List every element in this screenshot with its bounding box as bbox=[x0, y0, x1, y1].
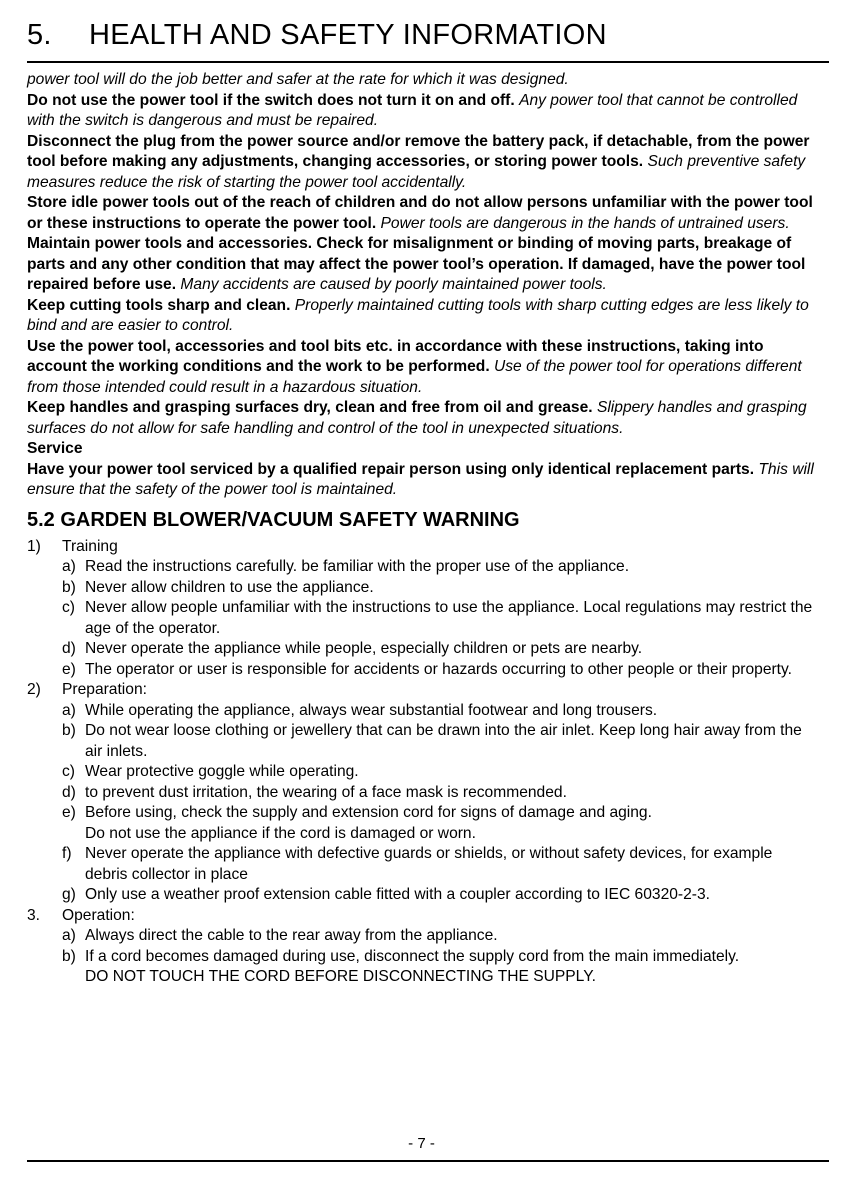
list-item-text: Never allow children to use the appliance. bbox=[85, 578, 374, 596]
safety-paragraph bbox=[27, 70, 817, 91]
list-item-text: If a cord becomes damaged during use, disconnect the supply cord from the main immediately. bbox=[85, 947, 740, 965]
paragraph-bold-text: Maintain power tools and accessories. Check for misalignment or binding of moving parts, breakage of parts and any other condition that may affect the power tool’s operation. If damaged, have the power tool repaired before use. bbox=[27, 235, 806, 293]
list-item-text: to prevent dust irritation, the wearing of a face mask is recommended. bbox=[85, 783, 567, 801]
list-item-marker: b) bbox=[62, 578, 76, 596]
list-item-marker: d) bbox=[62, 640, 76, 657]
list-group-label: Training bbox=[62, 537, 118, 555]
list-item-text: Never operate the appliance with defective guards or shields, or without safety devices, for example debris collector in place bbox=[85, 845, 773, 883]
list-item-marker: f) bbox=[62, 845, 72, 862]
service-paragraph bbox=[27, 460, 817, 501]
list-item-continuation: DO NOT TOUCH THE CORD BEFORE DISCONNECTING THE SUPPLY. bbox=[85, 968, 596, 985]
list-item-marker: a) bbox=[62, 558, 76, 575]
list-item-text: Before using, check the supply and extension cord for signs of damage and aging. bbox=[85, 804, 652, 821]
list-item-text: Never operate the appliance while people, especially children or pets are nearby. bbox=[85, 640, 643, 657]
page-number: - 7 - bbox=[408, 1135, 435, 1152]
list-item-continuation: Do not use the appliance if the cord is damaged or worn. bbox=[85, 824, 476, 842]
list-item-text: Never allow people unfamiliar with the instructions to use the appliance. Local regulations may restrict the age of the operator. bbox=[85, 599, 813, 637]
document-body bbox=[27, 70, 817, 988]
list-item bbox=[27, 762, 817, 783]
safety-paragraph bbox=[27, 398, 817, 439]
paragraph-italic-text: Power tools are dangerous in the hands of untrained users. bbox=[380, 214, 790, 232]
list-item bbox=[27, 803, 817, 824]
list-item-text: Read the instructions carefully. be familiar with the proper use of the appliance. bbox=[85, 558, 630, 575]
list-item-text: While operating the appliance, always wear substantial footwear and long trousers. bbox=[85, 701, 658, 719]
list-item bbox=[27, 885, 817, 906]
list-item bbox=[27, 783, 817, 804]
paragraph-bold-text: Store idle power tools out of the reach of children and do not allow persons unfamiliar with the power tool or these instructions to operate the power tool. bbox=[27, 194, 813, 232]
list-group-heading bbox=[27, 906, 817, 927]
list-item-marker: d) bbox=[62, 783, 76, 801]
list-marker: 1) bbox=[27, 537, 41, 555]
list-item bbox=[27, 639, 817, 660]
paragraph-italic-text: power tool will do the job better and safer at the rate for which it was designed. bbox=[27, 71, 569, 88]
paragraph-italic-text: Use of the power tool for operations different from those intended could result in a hazardous situation. bbox=[27, 358, 802, 396]
list-item-marker: e) bbox=[62, 660, 76, 678]
list-group-label: Operation: bbox=[62, 906, 135, 924]
service-bold-text: Have your power tool serviced by a qualified repair person using only identical replacement parts. bbox=[27, 460, 755, 478]
safety-paragraph bbox=[27, 91, 817, 132]
paragraph-italic-text: Properly maintained cutting tools with sharp cutting edges are less likely to bind and are easier to control. bbox=[27, 296, 809, 334]
paragraph-bold-text: Keep cutting tools sharp and clean. bbox=[27, 296, 291, 314]
paragraph-italic-text: Any power tool that cannot be controlled with the switch is dangerous and must be repaired. bbox=[27, 91, 798, 129]
paragraph-italic-text: Such preventive safety measures reduce the risk of starting the power tool accidentally. bbox=[27, 153, 806, 191]
paragraph-bold-text: Use the power tool, accessories and tool bits etc. in accordance with these instructions, taking into account the working conditions and the work to be performed. bbox=[27, 337, 764, 375]
service-italic-text: This will ensure that the safety of the power tool is maintained. bbox=[27, 460, 814, 498]
list-item-marker: c) bbox=[62, 599, 75, 616]
list-group-label: Preparation: bbox=[62, 681, 147, 698]
safety-paragraph bbox=[27, 132, 817, 194]
list-item bbox=[27, 844, 817, 885]
section-title: HEALTH AND SAFETY INFORMATION bbox=[89, 19, 607, 51]
list-item bbox=[27, 578, 817, 599]
list-group-heading bbox=[27, 680, 817, 701]
safety-paragraph bbox=[27, 296, 817, 337]
list-item-marker: c) bbox=[62, 763, 75, 780]
list-marker: 3. bbox=[27, 906, 41, 924]
list-item-text: Always direct the cable to the rear away from the appliance. bbox=[85, 927, 498, 944]
list-item-marker: b) bbox=[62, 722, 76, 739]
list-item-text: Do not wear loose clothing or jewellery that can be drawn into the air inlet. Keep long hair away from the air inlets. bbox=[85, 722, 802, 760]
safety-paragraph bbox=[27, 337, 817, 399]
list-item bbox=[27, 557, 817, 578]
safety-paragraph bbox=[27, 234, 817, 296]
list-item bbox=[27, 598, 817, 639]
list-item-marker: e) bbox=[62, 804, 76, 821]
list-group-heading bbox=[27, 537, 817, 558]
service-heading: Service bbox=[27, 440, 83, 457]
paragraph-bold-text: Disconnect the plug from the power source and/or remove the battery pack, if detachable, from the power tool before making any adjustments, changing accessories, or storing power tools. bbox=[27, 132, 810, 170]
list-item-text: The operator or user is responsible for accidents or hazards occurring to other people or their property. bbox=[85, 660, 792, 678]
list-item-text: Only use a weather proof extension cable fitted with a coupler according to IEC 60320-2-3. bbox=[85, 886, 710, 903]
list-item-marker: a) bbox=[62, 927, 76, 944]
list-item bbox=[27, 701, 817, 722]
list-marker: 2) bbox=[27, 681, 41, 698]
safety-paragraph bbox=[27, 193, 817, 234]
header-divider bbox=[27, 61, 829, 63]
section-number: 5. bbox=[27, 19, 52, 51]
list-item-marker: b) bbox=[62, 947, 76, 965]
warning-list bbox=[27, 537, 817, 988]
list-item bbox=[27, 660, 817, 681]
safety-paragraphs bbox=[27, 70, 817, 439]
paragraph-bold-text: Keep handles and grasping surfaces dry, clean and free from oil and grease. bbox=[27, 399, 593, 416]
paragraph-italic-text: Slippery handles and grasping surfaces do not allow for safe handling and control of the tool in unexpected situations. bbox=[27, 399, 807, 437]
section-heading: 5.2 GARDEN BLOWER/VACUUM SAFETY WARNING bbox=[27, 508, 520, 531]
footer-divider bbox=[27, 1160, 829, 1162]
paragraph-bold-text: Do not use the power tool if the switch does not turn it on and off. bbox=[27, 91, 515, 109]
list-item bbox=[27, 721, 817, 762]
paragraph-italic-text: Many accidents are caused by poorly maintained power tools. bbox=[180, 276, 607, 293]
list-item-marker: a) bbox=[62, 701, 76, 719]
list-item-marker: g) bbox=[62, 886, 76, 903]
page-header bbox=[27, 19, 607, 52]
list-item-text: Wear protective goggle while operating. bbox=[85, 763, 359, 780]
list-item bbox=[27, 926, 817, 947]
list-item bbox=[27, 947, 817, 968]
